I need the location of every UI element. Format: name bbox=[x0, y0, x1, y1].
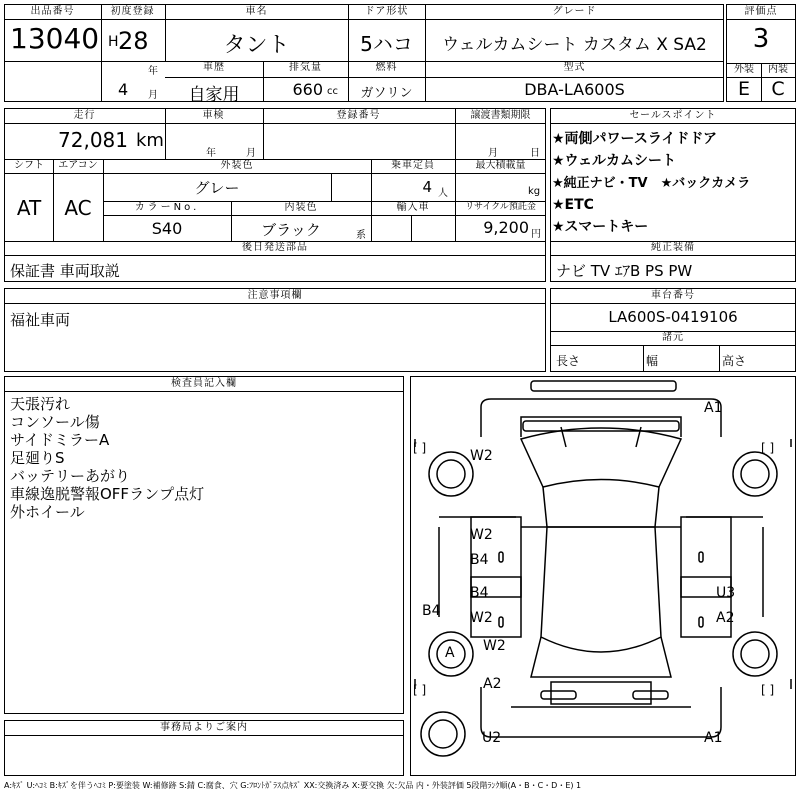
car-diagram: [ ] [ ] [ ] [ ] bbox=[410, 376, 796, 776]
inspector-line-2: コンソール傷 bbox=[10, 413, 100, 431]
int-color-value: ブラック bbox=[261, 221, 321, 239]
lot-number-label: 出品番号 bbox=[30, 6, 75, 17]
score-label: 評価点 bbox=[744, 6, 778, 17]
int-color-label: 内装色 bbox=[284, 202, 318, 213]
transfer-month-unit: 月 bbox=[488, 148, 498, 159]
dimensions-width-label: 幅 bbox=[646, 354, 659, 368]
recycle-unit: 円 bbox=[531, 229, 541, 240]
history-value: 自家用 bbox=[188, 85, 240, 105]
ext-color-label: 外装色 bbox=[220, 160, 254, 171]
mark-rear-right-a2: A2 bbox=[716, 610, 735, 626]
first-reg-month: 4 bbox=[118, 80, 129, 99]
displacement-value: 660 bbox=[292, 80, 323, 99]
interior-grade-label: 内装 bbox=[768, 64, 788, 75]
sales-point-4: ★ETC bbox=[552, 197, 594, 213]
chassis-label: 車台番号 bbox=[651, 290, 695, 301]
transfer-day-unit: 日 bbox=[530, 148, 540, 159]
mark-rear-right-u3: U3 bbox=[716, 585, 736, 601]
aircon-label: エアコン bbox=[58, 160, 98, 171]
mark-rear-w2: W2 bbox=[483, 638, 506, 654]
sales-points-label: セールスポイント bbox=[629, 110, 717, 121]
inspector-label: 検査員記入欄 bbox=[171, 378, 237, 389]
mileage-unit: km bbox=[136, 130, 164, 151]
mark-rear-a2: A2 bbox=[483, 676, 502, 692]
displacement-unit: cc bbox=[327, 86, 338, 97]
first-reg-year-unit: 年 bbox=[148, 66, 158, 77]
dimensions-height-label: 高さ bbox=[722, 354, 747, 368]
recycle-value: 9,200 bbox=[483, 218, 529, 237]
recycle-label: リサイクル預託金 bbox=[465, 202, 536, 212]
dimensions-length-label: 長さ bbox=[556, 354, 581, 368]
mark-door1-b4: B4 bbox=[470, 552, 489, 568]
interior-grade-value: C bbox=[771, 78, 785, 100]
reg-number-label: 登録番号 bbox=[336, 110, 381, 121]
score-value: 3 bbox=[752, 24, 770, 54]
mark-left-w2: W2 bbox=[470, 448, 493, 464]
first-reg-era: H bbox=[108, 34, 119, 50]
aircon-value: AC bbox=[64, 196, 92, 220]
genuine-equip-value: ナビ TV ｴｱB PS PW bbox=[556, 262, 693, 280]
notes-value: 福祉車両 bbox=[10, 311, 71, 329]
door-value: 5ハコ bbox=[360, 32, 413, 56]
capacity-label: 乗車定員 bbox=[391, 160, 435, 171]
chassis-value: LA600S-0419106 bbox=[608, 308, 738, 326]
mark-door1-w2: W2 bbox=[470, 527, 493, 543]
grade-value: ウェルカムシート カスタム X SA2 bbox=[442, 35, 707, 55]
exterior-grade-label: 外装 bbox=[734, 64, 754, 75]
int-color-unit: 系 bbox=[356, 230, 366, 241]
history-label: 車歴 bbox=[203, 62, 225, 73]
notes-label: 注意事項欄 bbox=[247, 290, 303, 301]
sales-point-1: ★両側パワースライドドア bbox=[552, 131, 718, 147]
grade-label: グレード bbox=[552, 6, 597, 17]
exterior-grade-value: E bbox=[737, 78, 750, 100]
inspection-label: 車検 bbox=[202, 110, 225, 121]
inspector-line-1: 天張汚れ bbox=[10, 395, 71, 413]
later-parts-label: 後日発送部品 bbox=[242, 242, 308, 253]
model-code-value: DBA-LA600S bbox=[524, 80, 625, 99]
first-reg-label: 初度登録 bbox=[110, 6, 155, 17]
inspection-year-unit: 年 bbox=[206, 148, 216, 159]
inspector-line-5: バッテリーあがり bbox=[10, 467, 131, 485]
transfer-deadline-label: 譲渡書類期限 bbox=[470, 110, 531, 121]
inspection-month-unit: 月 bbox=[246, 148, 256, 159]
genuine-equip-label: 純正装備 bbox=[651, 242, 695, 253]
import-label: 輸入車 bbox=[396, 202, 430, 213]
max-load-label: 最大積載量 bbox=[475, 160, 526, 171]
later-parts-value: 保証書 車両取説 bbox=[10, 262, 120, 280]
inspector-line-6: 車線逸脱警報OFFランプ点灯 bbox=[10, 485, 205, 503]
shift-label: シフト bbox=[14, 160, 44, 171]
dimensions-label: 諸元 bbox=[662, 332, 684, 343]
capacity-unit: 人 bbox=[438, 188, 448, 199]
office-label: 事務局よりご案内 bbox=[160, 722, 248, 733]
mileage-value: 72,081 bbox=[58, 128, 128, 152]
sales-point-3: ★純正ナビ・TV ★バックカメラ bbox=[552, 176, 751, 191]
mark-front-right: A1 bbox=[704, 400, 723, 416]
inspector-line-7: 外ホイール bbox=[10, 503, 85, 521]
mileage-label: 走行 bbox=[73, 110, 96, 121]
ext-color-value: グレー bbox=[194, 179, 240, 197]
mark-bottom-u2: U2 bbox=[482, 730, 502, 746]
lot-number-value: 13040 bbox=[10, 22, 100, 55]
mark-door2-w2: W2 bbox=[470, 610, 493, 626]
color-no-label: カラーNo. bbox=[134, 202, 200, 213]
door-label: ドア形状 bbox=[364, 6, 409, 17]
mark-bottom-a1: A1 bbox=[704, 730, 723, 746]
first-reg-year: 28 bbox=[118, 27, 149, 55]
inspector-line-4: 足廻りS bbox=[10, 449, 65, 467]
shift-value: AT bbox=[16, 196, 42, 220]
displacement-label: 排気量 bbox=[289, 62, 322, 73]
first-reg-month-unit: 月 bbox=[148, 90, 158, 101]
mark-door2-b4: B4 bbox=[470, 585, 489, 601]
car-name-label: 車名 bbox=[245, 6, 268, 17]
sales-point-5: ★スマートキー bbox=[552, 219, 649, 235]
sales-point-2: ★ウェルカムシート bbox=[552, 153, 676, 169]
fuel-value: ガソリン bbox=[360, 86, 413, 101]
color-no-value: S40 bbox=[151, 219, 183, 238]
car-diagram-drawing bbox=[411, 377, 795, 775]
model-code-label: 型式 bbox=[563, 62, 586, 73]
mark-left-b4: B4 bbox=[422, 603, 441, 619]
max-load-unit: kg bbox=[528, 186, 541, 197]
car-name-value: タント bbox=[223, 33, 290, 58]
capacity-value: 4 bbox=[422, 178, 432, 196]
mark-left-tire-a: A bbox=[445, 645, 455, 661]
legend-text: A:ｷｽﾞ U:ﾍｺﾐ B:ｷｽﾞを伴うﾍｺﾐ P:要塗装 W:補修跡 S:錆 C:腐食、穴 G:ﾌﾛﾝﾄｶﾞﾗｽ点ｷｽﾞ XX:交換済み X:要交換 欠:欠品 内・外装評価 5段階ﾗﾝｸ順(A・B・C・D・E) 1 bbox=[4, 781, 582, 790]
fuel-label: 燃料 bbox=[375, 62, 398, 73]
inspector-line-3: サイドミラーA bbox=[10, 431, 110, 449]
